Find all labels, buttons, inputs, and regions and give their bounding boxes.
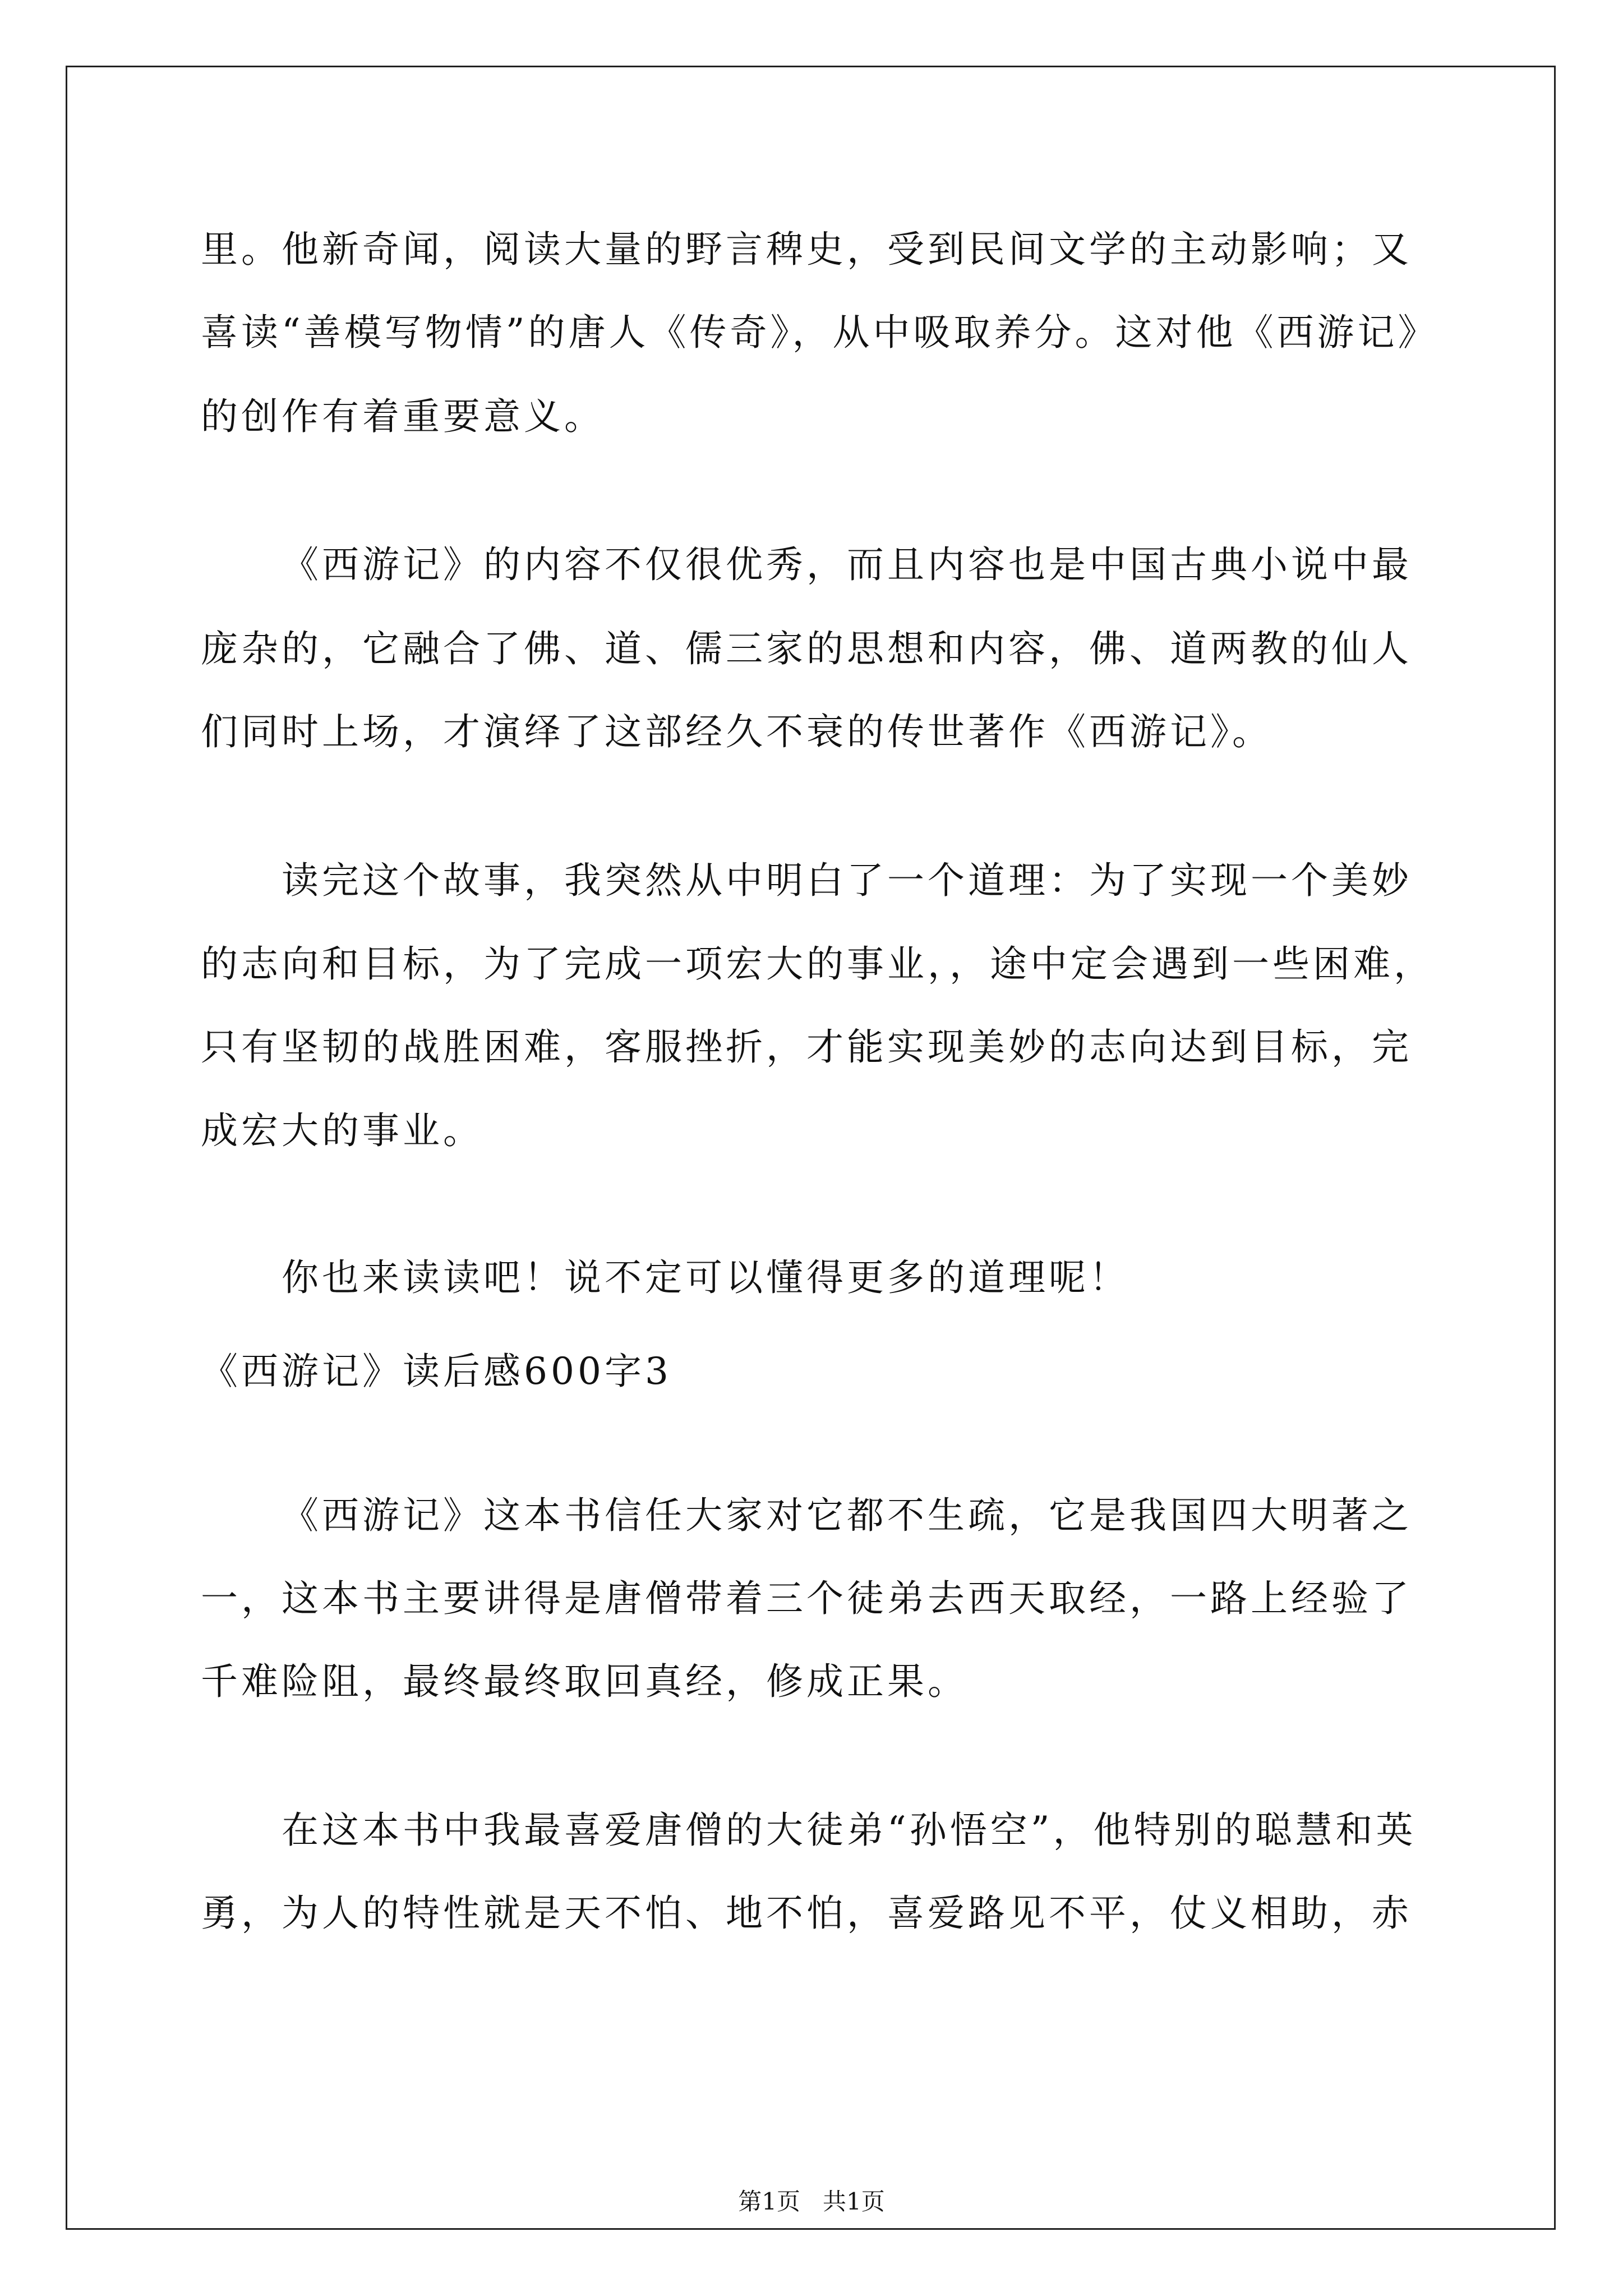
text-line-4: 《西游记》的内容不仅很优秀，而且内容也是中国古典小说中最 (282, 543, 1412, 586)
section-heading: 《西游记》读后感600字3 (201, 1350, 672, 1393)
text-line-2: 喜读“善模写物情”的唐人《传奇》，从中吸取养分。这对他《西游记》 (201, 311, 1438, 354)
text-line-10: 成宏大的事业。 (201, 1109, 483, 1152)
text-line-13: 一，这本书主要讲得是唐僧带着三个徒弟去西天取经，一路上经验了 (201, 1577, 1412, 1620)
text-line-7: 读完这个故事，我突然从中明白了一个道理：为了实现一个美妙 (282, 859, 1412, 902)
text-line-5: 庞杂的，它融合了佛、道、儒三家的思想和内容，佛、道两教的仙人 (201, 627, 1412, 670)
text-line-3: 的创作有着重要意义。 (201, 395, 605, 438)
text-line-15: 在这本书中我最喜爱唐僧的大徒弟“孙悟空”，他特别的聪慧和英 (282, 1809, 1417, 1852)
text-line-9: 只有坚韧的战胜困难，客服挫折，才能实现美妙的志向达到目标，完 (201, 1025, 1412, 1069)
text-line-1: 里。他新奇闻，阅读大量的野言稗史，受到民间文学的主动影响；又 (201, 228, 1412, 271)
text-line-6: 们同时上场，才演绎了这部经久不衰的传世著作《西游记》。 (201, 710, 1272, 753)
text-line-14: 千难险阻，最终最终取回真经，修成正果。 (201, 1660, 968, 1703)
text-line-11: 你也来读读吧！说不定可以懂得更多的道理呢！ (282, 1256, 1129, 1299)
text-line-12: 《西游记》这本书信任大家对它都不生疏，它是我国四大明著之 (282, 1494, 1412, 1537)
text-line-16: 勇，为人的特性就是天不怕、地不怕，喜爱路见不平，仗义相助，赤 (201, 1892, 1412, 1935)
text-line-8: 的志向和目标，为了完成一项宏大的事业，，途中定会遇到一些困难， (201, 942, 1434, 986)
page-footer: 第1页 共1页 (738, 2188, 885, 2215)
